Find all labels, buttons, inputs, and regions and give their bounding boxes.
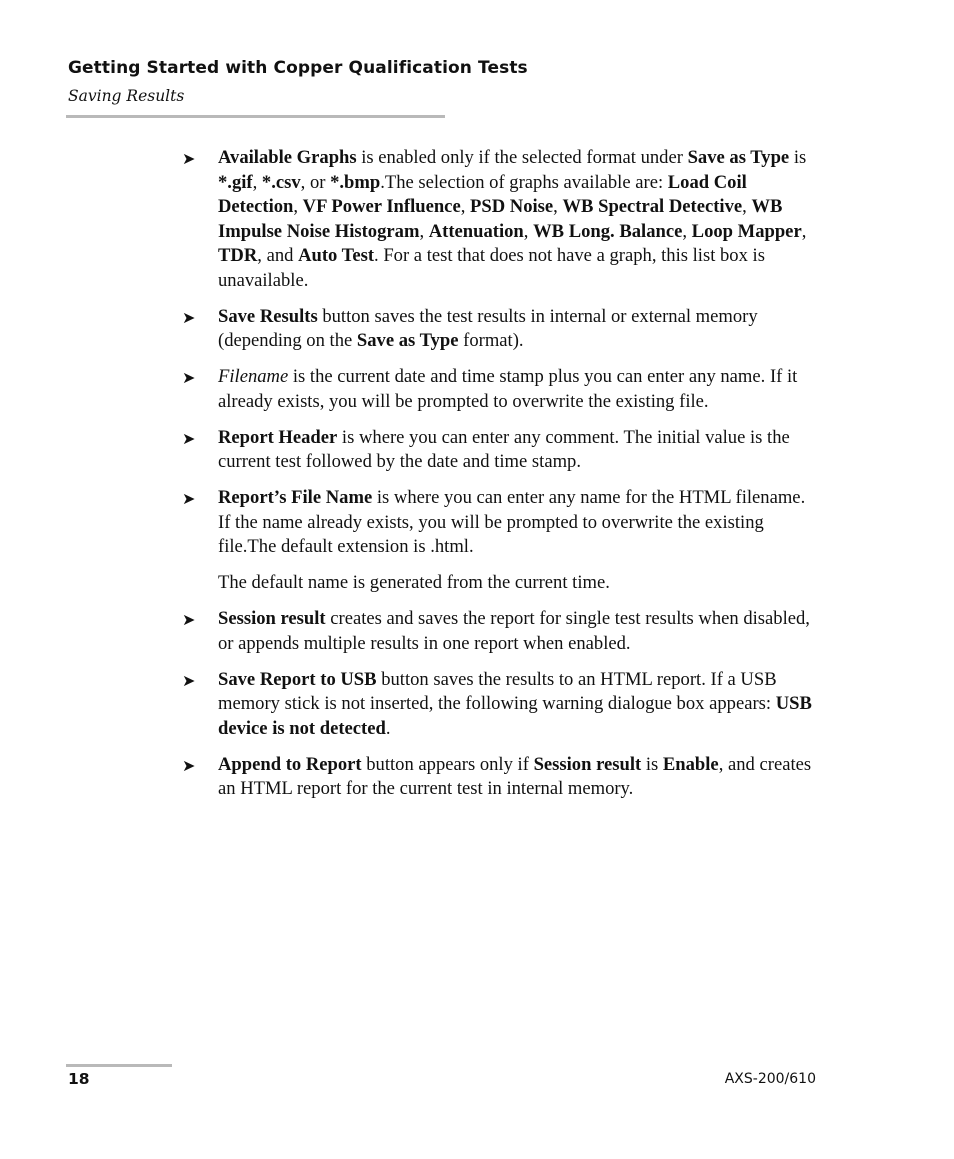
bold-term: VF Power Influence [302,196,461,217]
body-text: . For a test that does not have a graph, this list box is unavailable. [218,245,765,291]
bold-term: Save as Type [687,147,790,168]
bold-term: USB device is not detected [218,693,812,739]
bold-term: Save as Type [356,330,459,351]
header-divider [66,115,445,118]
body-text: , [460,196,470,217]
bold-term: Report’s File Name [218,487,373,508]
section-subtitle: Saving Results [68,87,185,105]
body-text: , [523,220,534,242]
note-paragraph: The default name is generated from the current time. [218,572,610,593]
body-text: , [293,196,303,217]
page-number: 18 [68,1070,90,1088]
arrowhead-icon: ➤ [182,428,196,448]
list-item [182,668,822,742]
product-name: AXS-200/610 [724,1071,816,1087]
body-text: button saves the results to an HTML report. If a USB memory stick is not inserted, the following warning dialogue box appears: [218,668,777,714]
body-text: is [641,753,663,775]
bold-term: Load Coil Detection [218,171,747,217]
bold-term: Available Graphs [218,147,357,168]
arrowhead-icon: ➤ [182,368,196,387]
bold-term: Report Header [218,426,338,448]
body-text: button appears only if [361,753,534,775]
list-item [182,146,822,293]
arrowhead-icon: ➤ [182,670,196,690]
body-text: format). [458,330,524,351]
bold-term: Save Results [218,305,318,327]
body-text: , [553,196,563,217]
body-text: is where you can enter any comment. The initial value is the current test followed by the date and time stamp. [218,426,790,472]
list-item [182,486,822,560]
italic-term: Filename [218,366,289,387]
bold-term: Auto Test [298,245,375,266]
bold-term: Session result [533,753,642,775]
bold-term: Attenuation [428,220,524,242]
body-text: is enabled only if the selected format under [356,147,688,168]
body-text: , [742,196,752,217]
bold-term: PSD Noise [470,196,554,217]
bold-term: WB Long. Balance [533,220,683,242]
body-text: , [419,220,429,242]
bold-term: TDR [218,245,258,266]
body-text: , [682,220,692,242]
body-text: is the current date and time stamp plus you can enter any name. If it already exists, you will be prompted to overwrite the existing file. [218,366,798,412]
arrowhead-icon: ➤ [182,149,196,168]
bold-term: Enable [662,753,719,775]
bold-term: WB Impulse Noise Histogram [218,196,783,242]
body-text: , [252,171,262,193]
body-text: . [385,717,391,739]
bold-term: Loop Mapper [691,220,802,242]
list-item [182,753,822,802]
body-text: , [801,220,807,242]
bold-term: Append to Report [218,753,362,775]
arrowhead-icon: ➤ [182,489,196,508]
list-item [182,607,822,656]
body-text: , and [257,245,299,266]
bold-term: Save Report to USB [218,668,377,690]
footer-divider [66,1064,172,1067]
bold-term: *.csv [261,171,301,193]
bold-term: Session result [218,608,326,629]
list-item [182,305,822,354]
body-text: , or [300,171,331,193]
arrowhead-icon: ➤ [182,755,196,775]
chapter-title: Getting Started with Copper Qualification Tests [68,58,528,78]
body-text: is [789,147,807,168]
body-text: creates and saves the report for single test results when disabled, or appends multiple results in one report when enabled. [218,608,810,654]
bold-term: WB Spectral Detective [562,196,743,217]
bold-term: *.bmp [330,171,381,193]
bold-term: *.gif [218,171,253,193]
bullet-list [182,146,822,813]
list-item [182,365,822,414]
arrowhead-icon: ➤ [182,307,196,327]
body-text: .The selection of graphs available are: [380,171,668,193]
body-text: button saves the test results in internal or external memory (depending on the [218,305,758,351]
list-item [182,426,822,475]
arrowhead-icon: ➤ [182,610,196,629]
body-text: , and creates an HTML report for the current test in internal memory. [218,753,812,799]
body-text: is where you can enter any name for the HTML filename. If the name already exists, you will be prompted to overwrite the existing file.The default extension is .html. [218,487,806,557]
